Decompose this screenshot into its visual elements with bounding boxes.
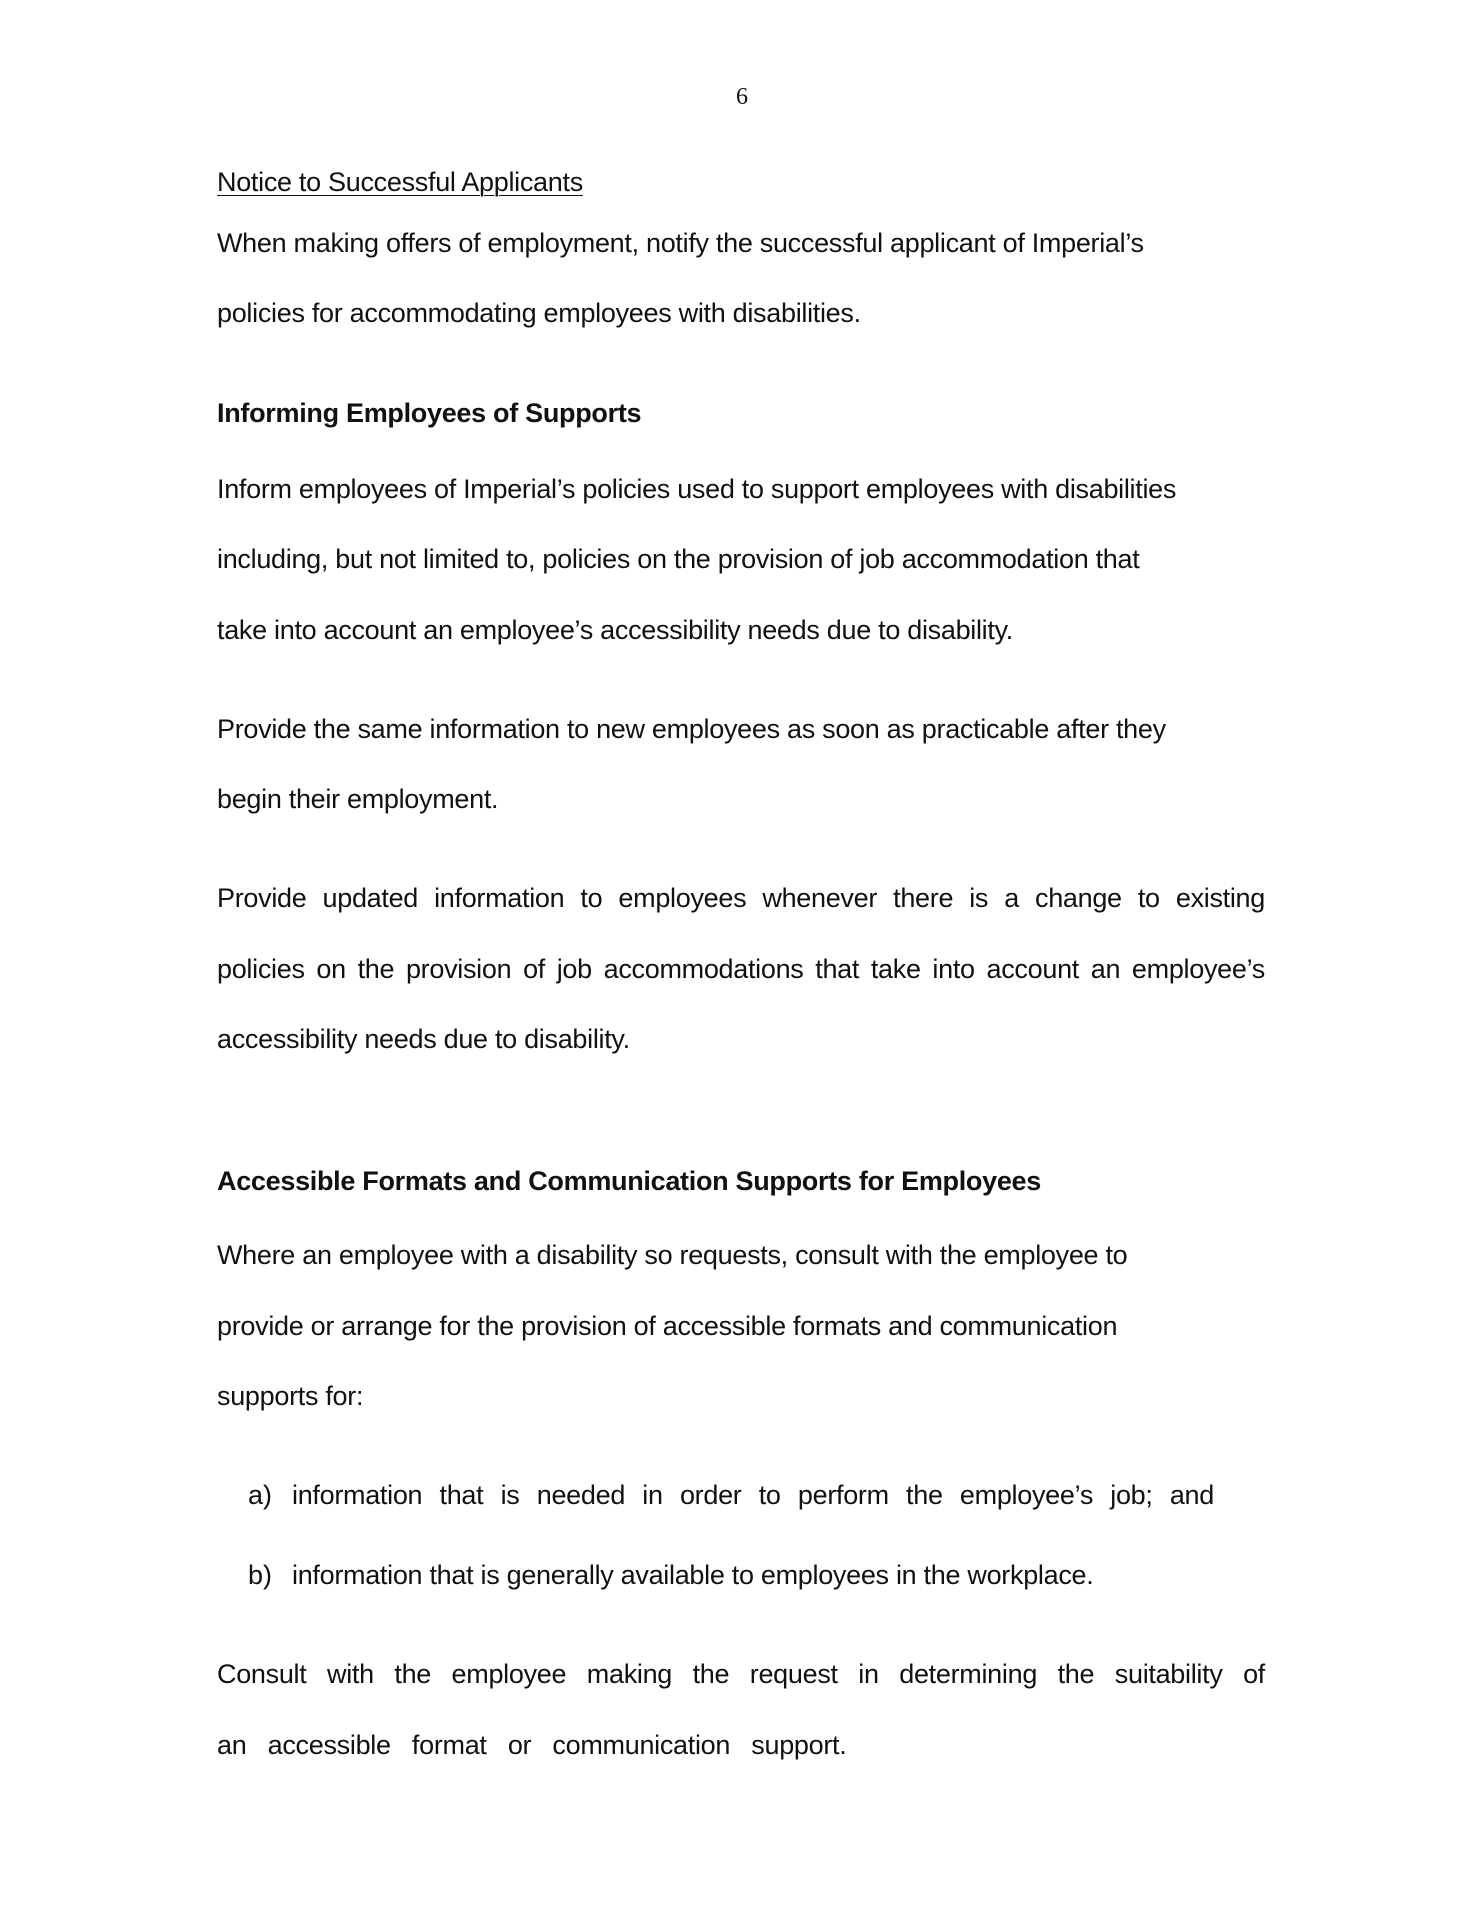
paragraph-line: supports for: bbox=[217, 1381, 364, 1411]
paragraph-line: take into account an employee’s accessibility needs due to disability. bbox=[217, 615, 1013, 645]
paragraph-line: Provide updated information to employees whenever there is a change to existing bbox=[217, 883, 1265, 913]
paragraph-line: policies for accommodating employees with disabilities. bbox=[217, 298, 861, 328]
list-item: information that is needed in order to perform the employee’s job; and bbox=[292, 1480, 1214, 1510]
section-heading-informing: Informing Employees of Supports bbox=[217, 398, 642, 428]
section-heading-accessible-formats: Accessible Formats and Communication Supports for Employees bbox=[217, 1166, 1041, 1196]
paragraph-line: policies on the provision of job accommodations that take into account an employee’s bbox=[217, 954, 1265, 984]
paragraph-line: begin their employment. bbox=[217, 784, 499, 814]
paragraph-line: Where an employee with a disability so requests, consult with the employee to bbox=[217, 1240, 1128, 1270]
paragraph-line: provide or arrange for the provision of accessible formats and communication bbox=[217, 1311, 1118, 1341]
paragraph-line: Inform employees of Imperial’s policies used to support employees with disabilities bbox=[217, 474, 1177, 504]
list-marker: a) bbox=[248, 1480, 273, 1510]
paragraph-line: Provide the same information to new employees as soon as practicable after they bbox=[217, 714, 1166, 744]
paragraph-line: When making offers of employment, notify the successful applicant of Imperial’s bbox=[217, 228, 1144, 258]
paragraph-line: including, but not limited to, policies on the provision of job accommodation that bbox=[217, 544, 1140, 574]
page-number: 6 bbox=[736, 84, 748, 110]
section-heading-notice: Notice to Successful Applicants bbox=[217, 167, 583, 197]
list-marker: b) bbox=[248, 1560, 273, 1590]
paragraph-line: Consult with the employee making the request in determining the suitability of bbox=[217, 1659, 1265, 1689]
list-item: information that is generally available to employees in the workplace. bbox=[292, 1560, 1094, 1590]
paragraph-line: an accessible format or communication support. bbox=[217, 1730, 847, 1760]
paragraph-line: accessibility needs due to disability. bbox=[217, 1024, 630, 1054]
